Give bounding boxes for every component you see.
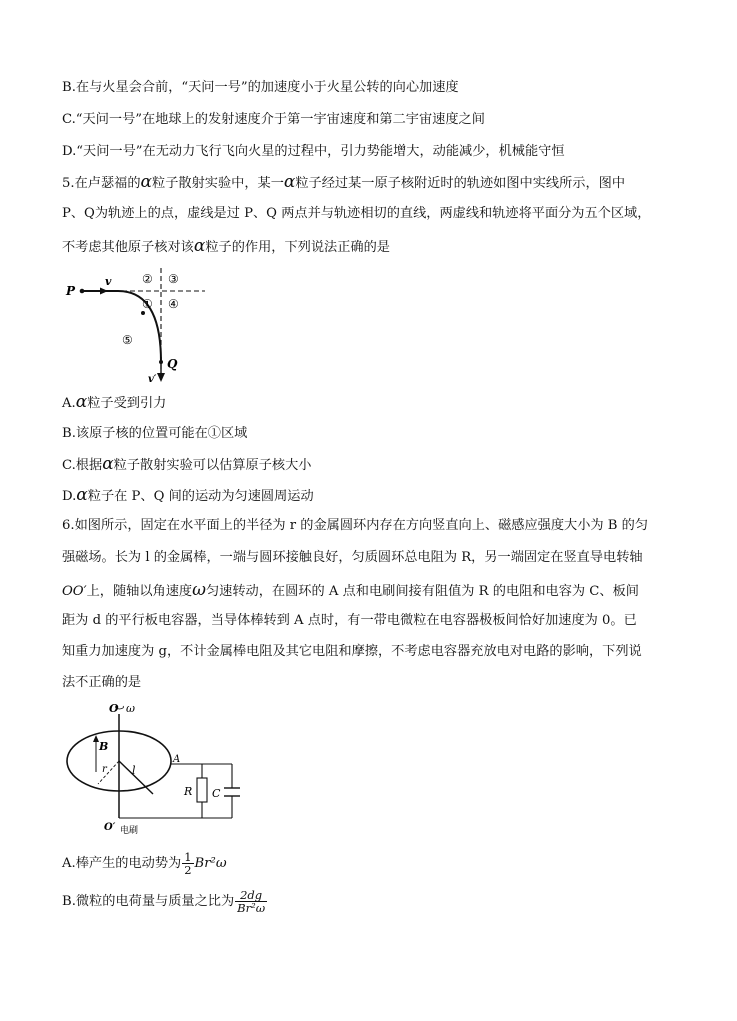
emf-expression: Br²ω — [194, 856, 227, 871]
point-p — [80, 289, 85, 294]
label-brush: 电刷 — [120, 826, 139, 836]
q6-stem-line-2: 强磁场。长为 l 的金属棒，一端与圆环接触良好，匀质圆环总电阻为 R，另一端固定在竖直导电转轴 — [62, 550, 643, 565]
alpha-symbol: α — [283, 172, 296, 192]
fraction-one-half: $\frac{1}{2}$ — [184, 850, 192, 877]
alpha-symbol: α — [140, 172, 153, 192]
q6-stem-line-5: 知重力加速度为 g，不计金属棒电阻及其它电阻和摩擦，不考虑电容器充放电对电路的影响，下列说 — [62, 644, 642, 659]
alpha-symbol: α — [193, 236, 206, 256]
q5-stem-line-2: P、Q为轨迹上的点，虚线是过 P、Q 两点并与轨迹相切的直线，两虚线和轨迹将平面分为五个区域， — [62, 206, 651, 221]
label-v-prime: v′ — [148, 374, 157, 385]
q6-option-a: A.棒产生的电动势为 $\frac{1}{2}$ Br²ω — [62, 850, 227, 877]
q5-option-b: B.该原子核的位置可能在①区域 — [62, 426, 248, 441]
q4-option-c: C.“天问一号”在地球上的发射速度介于第一宇宙速度和第二宇宙速度之间 — [62, 112, 485, 127]
label-v: v — [105, 275, 112, 288]
q5-stem-line-1: 5.在卢瑟福的α粒子散射实验中，某一α粒子经过某一原子核附近时的轨迹如图中实线所示，图中 — [62, 172, 626, 192]
q5-trajectory-figure — [60, 262, 220, 387]
q6-option-b: B.微粒的电荷量与质量之比为 $\frac{2dg}{\text{Br²ω}}$ — [62, 888, 266, 915]
q6-stem-line-4: 距为 d 的平行板电容器，当导体棒转到 A 点时，有一带电微粒在电容器极板间恰好加速度为 0。已 — [62, 613, 637, 628]
q6-circuit-figure — [62, 700, 262, 840]
q6-stem-line-1: 6.如图所示，固定在水平面上的半径为 r 的金属圆环内存在方向竖直向上、磁感应强度大小为 B 的匀 — [62, 518, 649, 533]
q5-option-d: D.α粒子在 P、Q 间的运动为匀速圆周运动 — [62, 485, 314, 505]
q6-stem-line-3: OO′上，随轴以角速度ω匀速转动，在圆环的 A 点和电刷间接有阻值为 R 的电阻和电容为 C、板间 — [62, 580, 639, 600]
region-5: ⑤ — [122, 333, 133, 347]
q4-option-d: D.“天问一号”在无动力飞行飞向火星的过程中，引力势能增大，动能减少，机械能守恒 — [62, 144, 565, 159]
q5-option-c: C.根据α粒子散射实验可以估算原子核大小 — [62, 454, 312, 474]
region-3: ③ — [168, 272, 179, 286]
label-p: P — [66, 284, 76, 298]
q4-option-b: B.在与火星会合前，“天问一号”的加速度小于火星公转的向心加速度 — [62, 80, 459, 95]
region-1: ① — [142, 297, 153, 311]
alpha-symbol: α — [102, 454, 114, 474]
label-omega: ω — [126, 702, 135, 715]
resistor — [197, 778, 207, 802]
omega-symbol: ω — [192, 580, 206, 600]
label-b: B — [99, 740, 109, 753]
label-resistor: R — [184, 785, 193, 798]
label-r: r — [102, 764, 107, 775]
q5-stem-line-3: 不考虑其他原子核对该α粒子的作用，下列说法正确的是 — [62, 236, 390, 256]
alpha-symbol: α — [76, 485, 88, 505]
label-l: l — [132, 764, 136, 777]
label-o-prime: O′ — [104, 822, 116, 833]
label-q: Q — [167, 357, 178, 371]
region-2: ② — [142, 272, 153, 286]
label-o: O — [109, 702, 119, 715]
q5-option-a: A.α粒子受到引力 — [62, 392, 167, 412]
label-a: A — [173, 754, 181, 765]
point-q — [159, 360, 163, 364]
region-4: ④ — [168, 297, 179, 311]
q6-stem-line-6: 法不正确的是 — [62, 675, 142, 690]
label-capacitor: C — [212, 787, 221, 800]
fraction-charge-mass: $\frac{2dg}{\text{Br²ω}}$ — [237, 888, 266, 915]
alpha-symbol: α — [75, 392, 88, 412]
